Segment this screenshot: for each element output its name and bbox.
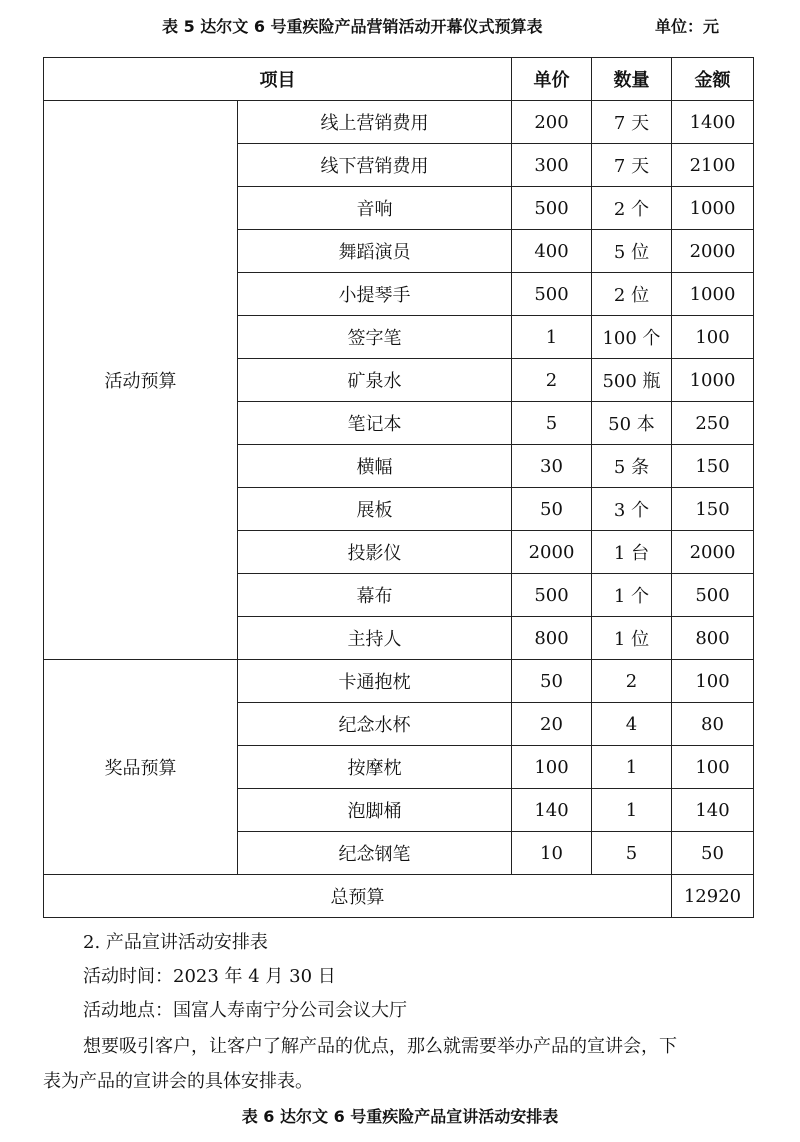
header-amount: 金额 <box>672 58 754 101</box>
price-cell: 30 <box>512 445 592 488</box>
amount-cell: 2100 <box>672 144 754 187</box>
item-cell: 纪念水杯 <box>238 703 512 746</box>
total-label: 总预算 <box>44 875 672 918</box>
qty-cell: 3 个 <box>592 488 672 531</box>
table-title: 表 5 达尔文 6 号重疾险产品营销活动开幕仪式预算表 <box>162 17 543 36</box>
price-cell: 100 <box>512 746 592 789</box>
amount-cell: 800 <box>672 617 754 660</box>
item-cell: 笔记本 <box>238 402 512 445</box>
group-label: 活动预算 <box>44 101 238 660</box>
qty-cell: 7 天 <box>592 101 672 144</box>
qty-cell: 4 <box>592 703 672 746</box>
price-cell: 200 <box>512 101 592 144</box>
table-row <box>44 101 754 144</box>
price-cell: 400 <box>512 230 592 273</box>
price-cell: 500 <box>512 273 592 316</box>
amount-cell: 1000 <box>672 187 754 230</box>
price-cell: 2 <box>512 359 592 402</box>
amount-cell: 2000 <box>672 230 754 273</box>
qty-cell: 2 位 <box>592 273 672 316</box>
amount-cell: 140 <box>672 789 754 832</box>
amount-cell: 100 <box>672 746 754 789</box>
amount-cell: 80 <box>672 703 754 746</box>
item-cell: 音响 <box>238 187 512 230</box>
price-cell: 140 <box>512 789 592 832</box>
item-cell: 纪念钢笔 <box>238 832 512 875</box>
qty-cell: 5 <box>592 832 672 875</box>
body-line-2: 表为产品的宣讲会的具体安排表。 <box>43 1071 313 1092</box>
amount-cell: 100 <box>672 316 754 359</box>
amount-cell: 1000 <box>672 273 754 316</box>
header-row <box>44 58 754 101</box>
qty-cell: 500 瓶 <box>592 359 672 402</box>
item-cell: 按摩枕 <box>238 746 512 789</box>
item-cell: 投影仪 <box>238 531 512 574</box>
item-cell: 主持人 <box>238 617 512 660</box>
price-cell: 500 <box>512 187 592 230</box>
qty-cell: 2 <box>592 660 672 703</box>
price-cell: 50 <box>512 488 592 531</box>
amount-cell: 1400 <box>672 101 754 144</box>
item-cell: 矿泉水 <box>238 359 512 402</box>
item-cell: 幕布 <box>238 574 512 617</box>
qty-cell: 5 位 <box>592 230 672 273</box>
qty-cell: 1 台 <box>592 531 672 574</box>
price-cell: 300 <box>512 144 592 187</box>
item-cell: 舞蹈演员 <box>238 230 512 273</box>
qty-cell: 1 个 <box>592 574 672 617</box>
amount-cell: 250 <box>672 402 754 445</box>
qty-cell: 1 位 <box>592 617 672 660</box>
table-caption <box>0 12 800 42</box>
amount-cell: 500 <box>672 574 754 617</box>
item-cell: 卡通抱枕 <box>238 660 512 703</box>
price-cell: 800 <box>512 617 592 660</box>
price-cell: 500 <box>512 574 592 617</box>
qty-cell: 100 个 <box>592 316 672 359</box>
total-row <box>44 875 754 918</box>
amount-cell: 50 <box>672 832 754 875</box>
price-cell: 20 <box>512 703 592 746</box>
price-cell: 10 <box>512 832 592 875</box>
item-cell: 横幅 <box>238 445 512 488</box>
item-cell: 小提琴手 <box>238 273 512 316</box>
body-line-1: 想要吸引客户，让客户了解产品的优点，那么就需要举办产品的宣讲会，下 <box>83 1036 677 1057</box>
group-label: 奖品预算 <box>44 660 238 875</box>
item-cell: 线上营销费用 <box>238 101 512 144</box>
qty-cell: 7 天 <box>592 144 672 187</box>
item-cell: 泡脚桶 <box>238 789 512 832</box>
price-cell: 1 <box>512 316 592 359</box>
qty-cell: 5 条 <box>592 445 672 488</box>
item-cell: 展板 <box>238 488 512 531</box>
price-cell: 50 <box>512 660 592 703</box>
header-price: 单价 <box>512 58 592 101</box>
amount-cell: 150 <box>672 445 754 488</box>
qty-cell: 1 <box>592 789 672 832</box>
price-cell: 2000 <box>512 531 592 574</box>
budget-table <box>43 57 754 918</box>
total-amount: 12920 <box>672 875 754 918</box>
header-item: 项目 <box>44 58 512 101</box>
amount-cell: 100 <box>672 660 754 703</box>
table-unit: 单位：元 <box>655 17 720 36</box>
section-heading: 2. 产品宣讲活动安排表 <box>83 932 268 953</box>
header-qty: 数量 <box>592 58 672 101</box>
amount-cell: 1000 <box>672 359 754 402</box>
qty-cell: 2 个 <box>592 187 672 230</box>
item-cell: 线下营销费用 <box>238 144 512 187</box>
table-row <box>44 660 754 703</box>
qty-cell: 50 本 <box>592 402 672 445</box>
activity-time: 活动时间：2023 年 4 月 30 日 <box>83 966 336 987</box>
activity-place: 活动地点：国富人寿南宁分公司会议大厅 <box>83 1000 407 1021</box>
amount-cell: 2000 <box>672 531 754 574</box>
amount-cell: 150 <box>672 488 754 531</box>
next-table-caption: 表 6 达尔文 6 号重疾险产品宣讲活动安排表 <box>241 1107 559 1126</box>
item-cell: 签字笔 <box>238 316 512 359</box>
qty-cell: 1 <box>592 746 672 789</box>
price-cell: 5 <box>512 402 592 445</box>
